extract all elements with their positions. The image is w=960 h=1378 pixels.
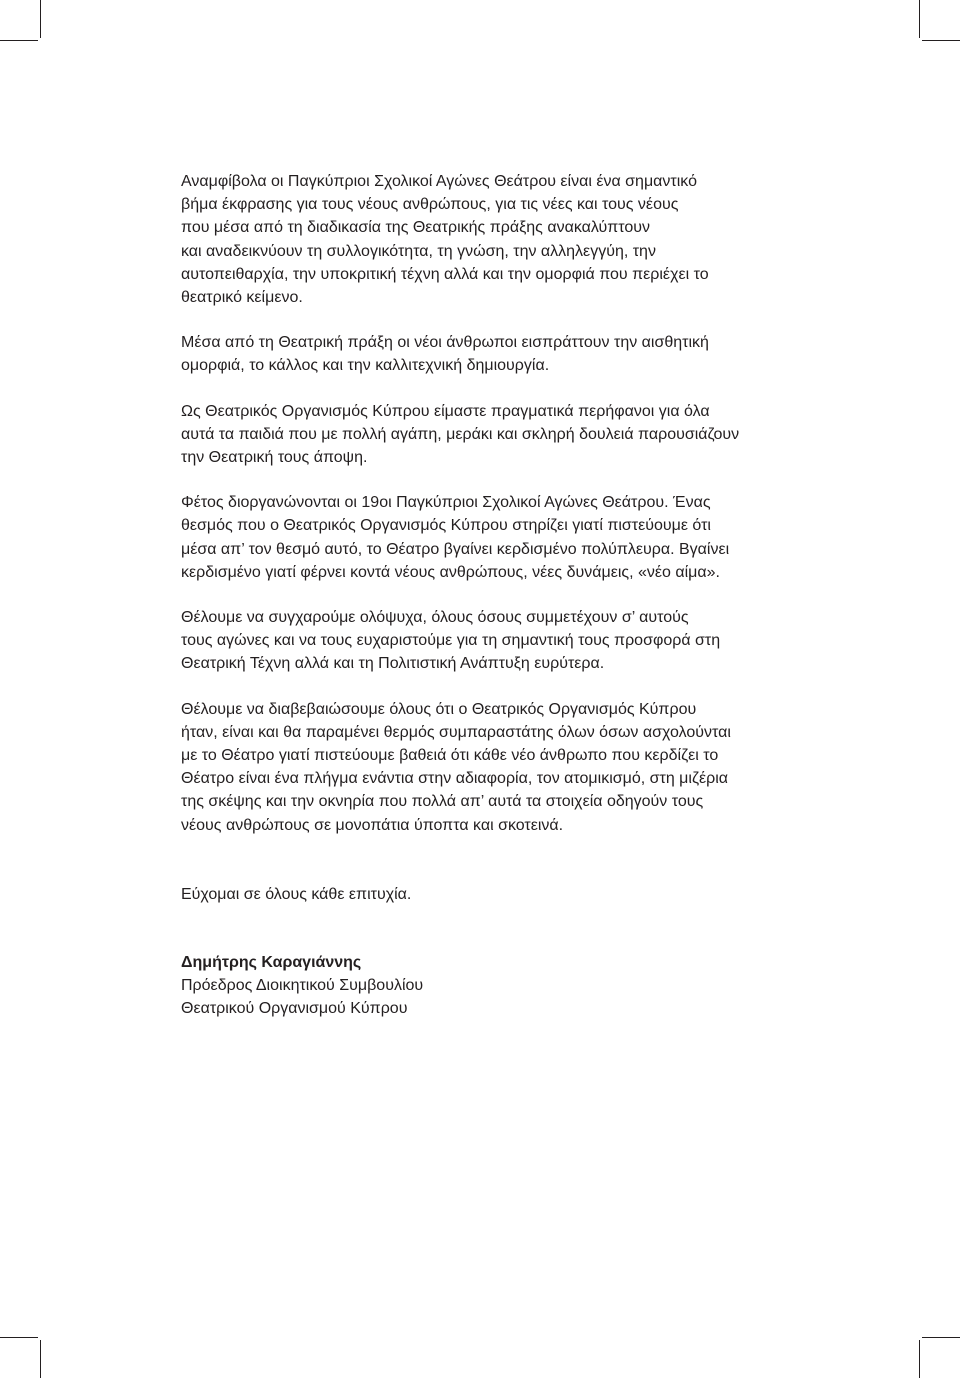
text-line: βήμα έκφρασης για τους νέους ανθρώπους, για τις νέες και τους νέους	[181, 196, 679, 214]
text-line: νέους ανθρώπους σε μονοπάτια ύποπτα και σκοτεινά.	[181, 816, 564, 834]
closing-line	[181, 883, 781, 906]
text-line: Θέλουμε να συγχαρούμε ολόψυχα, όλους όσους συμμετέχουν σ’ αυτούς	[181, 609, 689, 627]
crop-mark-bottom-left-h	[0, 1337, 38, 1338]
paragraph-1	[181, 170, 781, 309]
signatory-title: Πρόεδρος Διοικητικού Συμβουλίου	[181, 977, 424, 995]
text-line: Θέατρο είναι ένα πλήγμα ενάντια στην αδιαφορία, τον ατομικισμό, στη μιζέρια	[181, 770, 729, 788]
paragraph-6	[181, 698, 781, 837]
text-line: την Θεατρική τους άποψη.	[181, 449, 368, 467]
signatory-name: Δημήτρης Καραγιάννης	[181, 954, 362, 972]
crop-mark-bottom-right-v	[919, 1340, 920, 1378]
text-line: θεσμός που ο Θεατρικός Οργανισμός Κύπρου στηρίζει γιατί πιστεύουμε ότι	[181, 517, 711, 535]
text-line: ομορφιά, το κάλλος και την καλλιτεχνική δημιουργία.	[181, 357, 550, 375]
text-line: και αναδεικνύουν τη συλλογικότητα, τη γνώση, την αλληλεγγύη, την	[181, 242, 656, 260]
crop-mark-top-left-h	[0, 40, 38, 41]
crop-mark-bottom-left-v	[40, 1340, 41, 1378]
text-line: που μέσα από τη διαδικασία της Θεατρικής πράξης ανακαλύπτουν	[181, 219, 651, 237]
text-line: με το Θέατρο γιατί πιστεύουμε βαθειά ότι κάθε νέο άνθρωπο που κερδίζει το	[181, 747, 719, 765]
paragraph-5	[181, 606, 781, 676]
signatory-organization: Θεατρικού Οργανισμού Κύπρου	[181, 1000, 408, 1018]
text-line: Μέσα από τη Θεατρική πράξη οι νέοι άνθρωποι εισπράττουν την αισθητική	[181, 334, 709, 352]
crop-mark-bottom-right-h	[922, 1337, 960, 1338]
text-line: Φέτος διοργανώνονται οι 19οι Παγκύπριοι Σχολικοί Αγώνες Θεάτρου. Ένας	[181, 494, 711, 512]
text-line: Θεατρική Τέχνη αλλά και τη Πολιτιστική Ανάπτυξη ευρύτερα.	[181, 655, 605, 673]
text-line: κερδισμένο γιατί φέρνει κοντά νέους ανθρώπους, νέες δυνάμεις, «νέο αίμα».	[181, 563, 720, 581]
text-line: Ως Θεατρικός Οργανισμός Κύπρου είμαστε πραγματικά περήφανοι για όλα	[181, 402, 710, 420]
signature-block	[181, 951, 781, 1021]
text-line: Αναμφίβολα οι Παγκύπριοι Σχολικοί Αγώνες Θεάτρου είναι ένα σημαντικό	[181, 173, 697, 190]
text-line: αυτά τα παιδιά που με πολλή αγάπη, μεράκι και σκληρή δουλειά παρουσιάζουν	[181, 425, 740, 443]
paragraph-2	[181, 331, 781, 377]
text-line: Θέλουμε να διαβεβαιώσουμε όλους ότι ο Θεατρικός Οργανισμός Κύπρου	[181, 700, 697, 718]
paragraph-4	[181, 491, 781, 584]
text-line: αυτοπειθαρχία, την υποκριτική τέχνη αλλά και την ομορφιά που περιέχει το	[181, 265, 709, 283]
text-line: μέσα απ’ τον θεσμό αυτό, το Θέατρο βγαίνει κερδισμένο πολύπλευρα. Βγαίνει	[181, 540, 730, 558]
closing-text: Εύχομαι σε όλους κάθε επιτυχία.	[181, 885, 412, 903]
text-line: ήταν, είναι και θα παραμένει θερμός συμπαραστάτης όλων όσων ασχολούνται	[181, 723, 731, 741]
crop-mark-top-right-h	[922, 40, 960, 41]
letter-body	[181, 170, 781, 1021]
text-line: τους αγώνες και να τους ευχαριστούμε για τη σημαντική τους προσφορά στη	[181, 632, 721, 650]
crop-mark-top-left-v	[40, 0, 41, 38]
text-line: θεατρικό κείμενο.	[181, 289, 303, 307]
text-line: της σκέψης και την οκνηρία που πολλά απ’ αυτά τα στοιχεία οδηγούν τους	[181, 793, 704, 811]
crop-mark-top-right-v	[919, 0, 920, 38]
paragraph-3	[181, 400, 781, 470]
